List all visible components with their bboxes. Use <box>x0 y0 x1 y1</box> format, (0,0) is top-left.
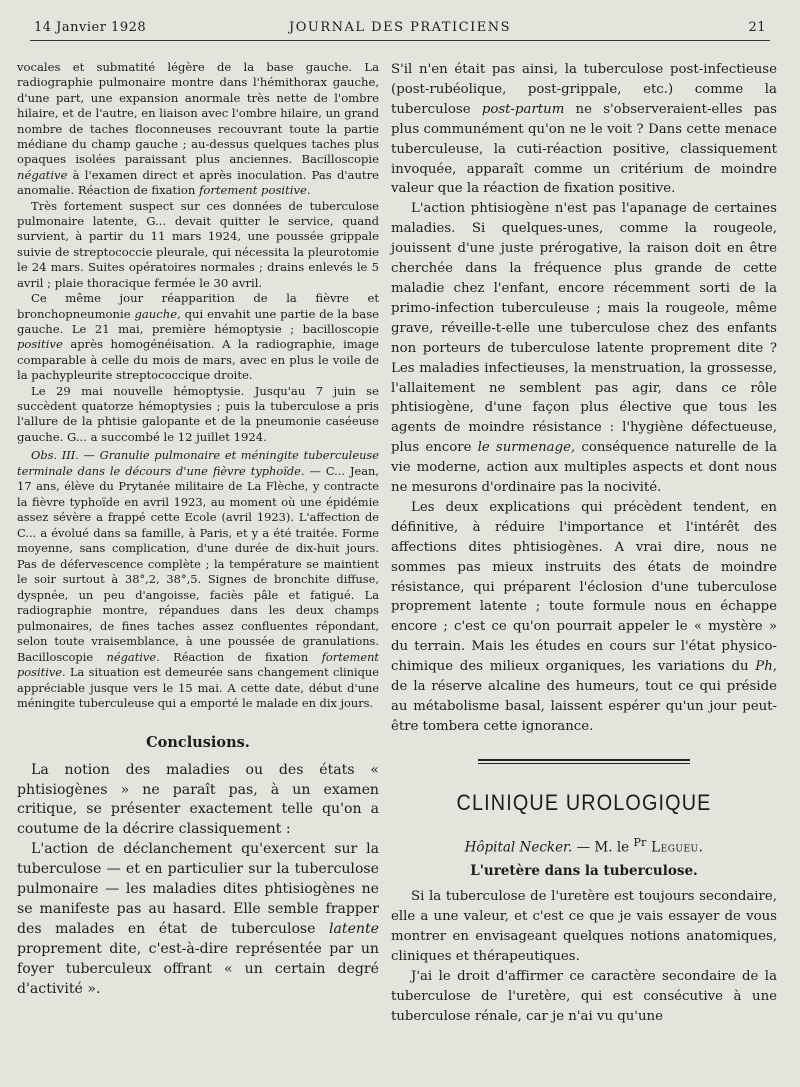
right-column <box>391 60 777 1027</box>
conclusion-paragraph-1: La notion des maladies ou des états « phtisiogènes » ne paraît pas, à un examen critique, se présenter exactement telle qu'on a coutume de la décrire classiquement : <box>17 761 379 838</box>
right-paragraph-3: Les deux explications qui précèdent tendent, en définitive, à réduire l'importance et l'intérêt des affections dites phtisiogènes. A vrai dire, nous ne sommes pas mieux instruits des états de moindre résistance, qui préparent l'éclosion d'une tuberculose proprement latente ; toute formule nous en échappe encore ; c'est ce qu'on pourrait appeler le « mystère » du terrain. Mais les études en cours sur l'état physico-chimique des milieux organiques, les variations du Ph, de la réserve alcaline des humeurs, tout ce qui préside au métabolisme basal, laissent espérer qu'un jour peut-être tombera cette ignorance. <box>391 499 777 734</box>
page-number: 21 <box>748 20 766 35</box>
case-paragraph-1: vocales et submatité légère de la base gauche. La radiographie pulmonaire montre dans l'hémithorax gauche, d'une part, une expansion anormale très nette de l'ombre hilaire, et de l'autre, en liaison avec l'ombre hilaire, un grand nombre de taches floconneuses recouvrant toute la partie médiane du champ gauche ; au-dessus quelques taches plus opaques isolées paraissant plus anciennes. Bacilloscopie négative à l'examen direct et après inoculation. Pas d'autre anomalie. Réaction de fixation fortement positive. <box>17 60 379 198</box>
right-paragraph-2: L'action phtisiogène n'est pas l'apanage de certaines maladies. Si quelques-unes, comme la rougeole, jouissent d'une juste prérogative, la raison doit en être cherchée dans la fréquence plus grande de cette maladie chez l'enfant, encore récemment sorti de la primo-infection tuberculeuse ; mais la rougeole, même grave, réveille-t-elle une tuberculose chez des enfants non porteurs de tuberculose latente proprement dite ? Les maladies infectieuses, la menstruation, la grossesse, l'allaitement ne semblent pas agir, dans ce rôle phtisiogène, d'une façon plus élective que tous les agents de moindre résistance : l'hygiène défectueuse, plus encore le surmenage, conséquence naturelle de la vie moderne, action aux multiples aspects et dont nous ne mesurons d'ordinaire pas la nocivité. <box>391 201 778 496</box>
observation-3: Obs. III. — Granulie pulmonaire et méningite tuberculeuse terminale dans le décours d'une fièvre typhoïde. — C... Jean, 17 ans, élève du Prytanée militaire de La Flèche, y contracte la fièvre typhoïde en avril 1923, au moment où une épidémie assez sévère a frappé cette Ecole (avril 1923). L'affection de C... a évolué dans sa famille, à Paris, et y a été traitée. Forme moyenne, sans complication, d'une durée de dix-huit jours. Pas de défervescence complète ; la température se maintient le soir surtout à 38°,2, 38°,5. Signes de bronchite diffuse, dyspnée, un peu d'angoisse, faciès pâle et fatigué. La radiographie montre, répandues dans les deux champs pulmonaires, de fines taches assez confluentes répondant, selon toute vraisemblance, à une poussée de granulations. Bacilloscopie négative. Réaction de fixation fortement positive. La situation est demeurée sans changement clinique appréciable jusque vers le 15 mai. A cette date, début d'une méningite tuberculeuse qui a emporté le malade en dix jours. <box>17 448 380 711</box>
ureter-paragraph-1: Si la tuberculose de l'uretère est toujours secondaire, elle a une valeur, et c'est ce que je vais essayer de vous montrer en envisageant quelques notions anatomiques, cliniques et thérapeutiques. <box>391 889 777 965</box>
header-date: 14 Janvier 1928 <box>34 20 147 35</box>
right-paragraph-1: S'il n'en était pas ainsi, la tuberculose post-infectieuse (post-rubéolique, post-grippale, etc.) comme la tuberculose post-partum ne s'observeraient-elles pas plus communément qu'on ne le voit ? Dans cette menace tuberculeuse, la cuti-réaction positive, classiquement invoquée, apparaît comme un critérium de moindre valeur que la réaction de fixation positive. <box>391 62 777 197</box>
section-divider <box>478 759 690 764</box>
case-paragraph-3: Ce même jour réapparition de la fièvre et bronchopneumonie gauche, qui envahit une partie de la base gauche. Le 21 mai, première hémoptysie ; bacilloscopie positive après homogénéisation. A la radiographie, image comparable à celle du mois de mars, avec en plus le voile de la pachypleurite streptococcique droite. <box>17 291 380 383</box>
hospital-line: Hôpital Necker. — M. le $^{Pr}$ Legueu. <box>464 835 704 856</box>
conclusion-paragraph-2: L'action de déclanchement qu'exercent sur la tuberculose — et en particulier sur la tuberculose pulmonaire — les maladies dites phtisiogènes ne se manifeste pas au hasard. Elle semble frapper des malades en état de tuberculose latente proprement dite, c'est-à-dire représentée par un foyer tuberculeux offrant « un certain degré d'activité ». <box>17 841 379 997</box>
article-subtitle: L'uretère dans la tuberculose. <box>470 863 698 880</box>
section-banner: CLINIQUE UROLOGIQUE <box>456 789 712 815</box>
case-paragraph-2: Très fortement suspect sur ces données de tuberculose pulmonaire latente, G... devait quitter le service, quand survient, à partir du 11 mars 1924, une poussée grippale suivie de streptococcie pleurale, qui nécessita la pleurotomie le 24 mars. Suites opératoires normales ; drains enlevés le 5 avril ; plaie thoracique fermée le 30 avril. <box>17 198 379 290</box>
ureter-paragraph-2: J'ai le droit d'affirmer ce caractère secondaire de la tuberculose de l'uretère, qui est consécutive à une tuberculose rénale, car je n'ai vu qu'une <box>391 968 777 1024</box>
left-column <box>17 60 379 1000</box>
journal-title: JOURNAL DES PRATICIENS <box>289 20 511 35</box>
case-paragraph-4: Le 29 mai nouvelle hémoptysie. Jusqu'au 7 juin se succèdent quatorze hémoptysies ; puis la tuberculose a pris l'allure de la phtisie galopante et de la pneumonie caséeuse gauche. G... a succombé le 12 juillet 1924. <box>17 383 379 444</box>
page-header <box>30 14 770 41</box>
conclusions-heading: Conclusions. <box>146 733 250 751</box>
